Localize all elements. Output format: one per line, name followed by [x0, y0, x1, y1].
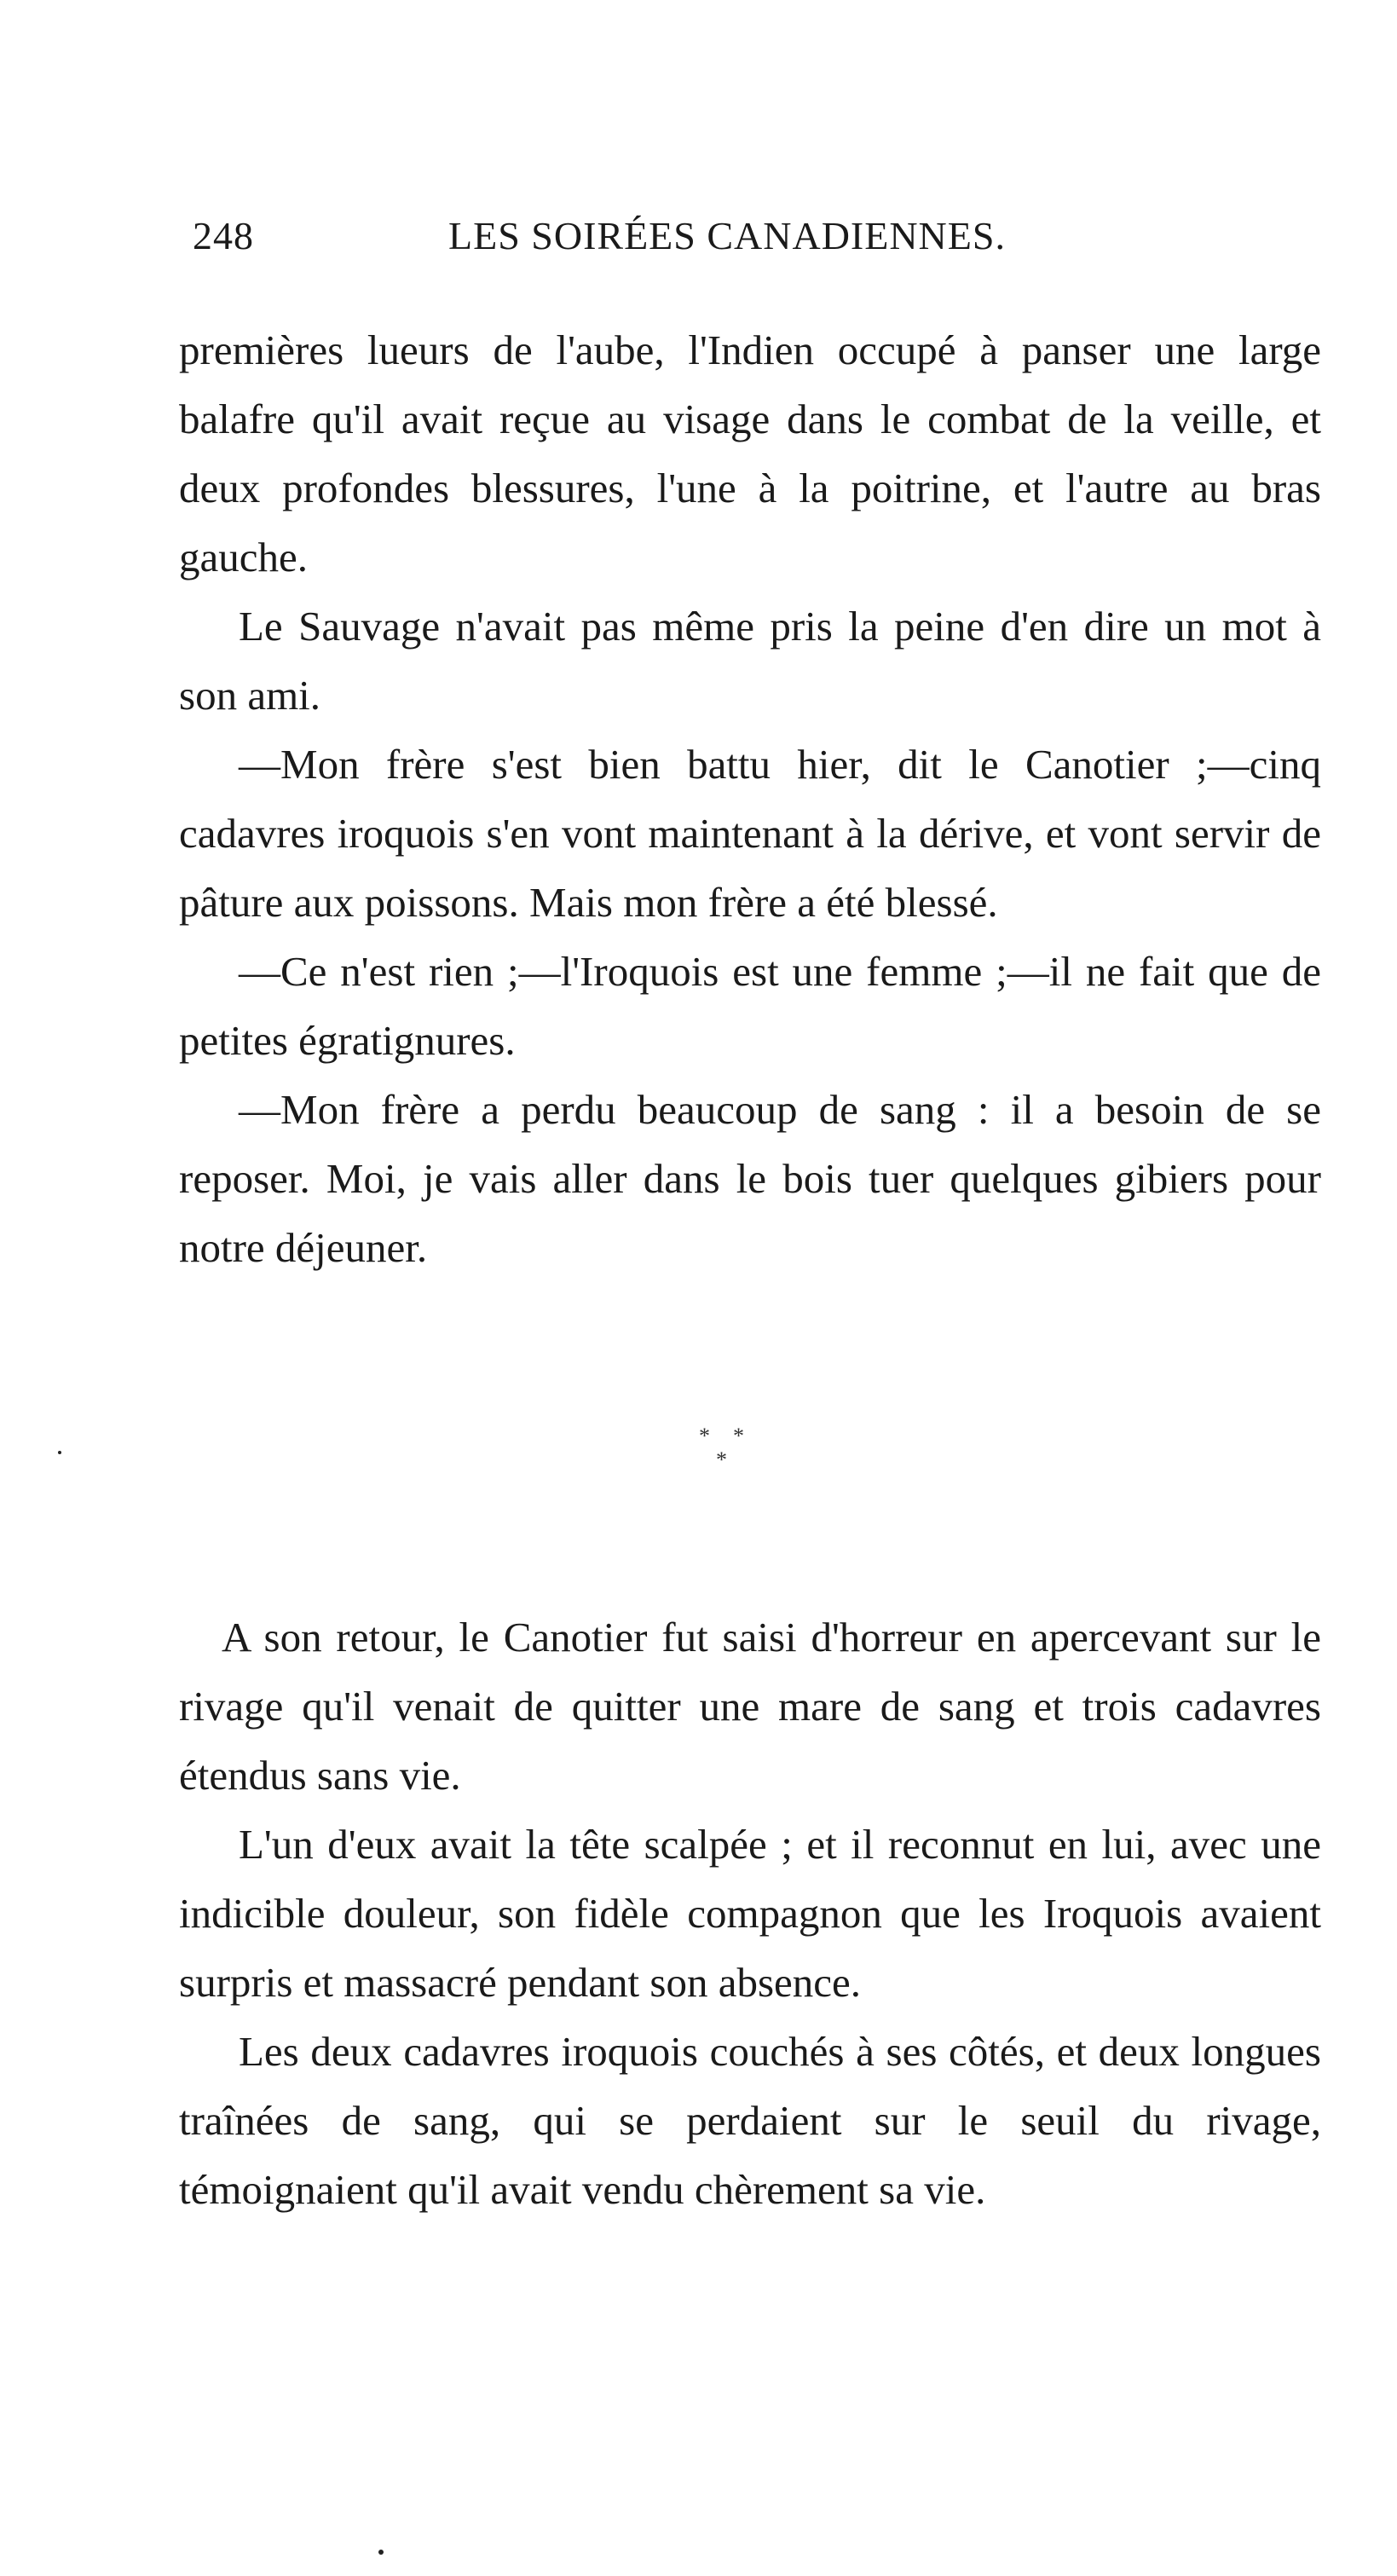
paragraph-continuation: premières lueurs de l'aube, l'Indien occupé à panser une large balafre qu'il avait reçue au visage dans le combat de la veille, et deux profondes blessures, l'une à la poitrine, et l'autre au bras gauche.	[179, 326, 1321, 580]
section-separator	[699, 1424, 784, 1492]
dialogue-paragraph: —Mon frère s'est bien battu hier, dit le Canotier ;—cinq cadavres iroquois s'en vont maintenant à la dérive, et vont servir de pâture aux poissons. Mais mon frère a été blessé.	[179, 741, 1321, 926]
asterisk-ornament: *	[733, 1424, 744, 1448]
running-head	[193, 213, 1335, 264]
paper-speck	[58, 1451, 61, 1454]
page-number: 248	[193, 214, 254, 257]
asterisk-ornament: *	[699, 1424, 710, 1448]
paragraph: L'un d'eux avait la tête scalpée ; et il reconnut en lui, avec une indicible douleur, son fidèle compagnon que les Iroquois avaient surpris et massacré pendant son absence.	[179, 1821, 1321, 2006]
paragraph: Les deux cadavres iroquois couchés à ses côtés, et deux longues traînées de sang, qui se perdaient sur le seuil du rivage, témoignaient qu'il avait vendu chèrement sa vie.	[179, 2028, 1321, 2213]
dialogue-paragraph: —Mon frère a perdu beaucoup de sang : il a besoin de se reposer. Moi, je vais aller dans le bois tuer quelques gibiers pour notre déjeuner.	[179, 1086, 1321, 1271]
paper-speck	[378, 2550, 384, 2555]
paragraph: Le Sauvage n'avait pas même pris la peine d'en dire un mot à son ami.	[179, 603, 1321, 719]
asterisk-ornament: *	[716, 1447, 727, 1472]
text-block-top	[179, 315, 1321, 1282]
paragraph: A son retour, le Canotier fut saisi d'horreur en apercevant sur le rivage qu'il venait de quitter une mare de sang et trois cadavres étendus sans vie.	[179, 1614, 1321, 1799]
running-title: LES SOIRÉES CANADIENNES.	[448, 214, 1006, 257]
text-block-bottom	[179, 1603, 1321, 2224]
dialogue-paragraph: —Ce n'est rien ;—l'Iroquois est une femme ;—il ne fait que de petites égratignures.	[179, 948, 1321, 1064]
